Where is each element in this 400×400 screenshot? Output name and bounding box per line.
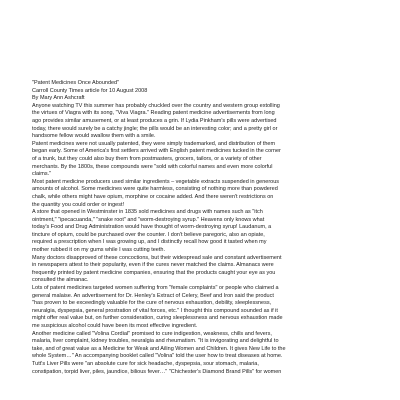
text-line: ointment," "ipecacuanda," "snake root" and "worm-destroying syrup." Heavens only knows what — [32, 216, 265, 223]
text-line: the virtues of Viagra with its song, "Viva Viagra." Reading patent medicine advertisements from long — [32, 110, 275, 117]
text-line: required a prescription when I was growing up, and I distinctly recall how good it tasted when my — [32, 239, 267, 246]
text-line: mother rubbed it on my gums while I was cutting teeth. — [32, 247, 165, 254]
text-line — [32, 376, 368, 384]
text-line: Another medicine called "Volina Cordial" promised to cure indigestion, weakness, chills and fevers, — [32, 330, 272, 337]
text-line: merchants. By the 1800s, these compounds were "sold with colorful names and even more colorful — [32, 163, 273, 170]
text-line: frequently printed by patent medicine companies, ensuring that the products caught your eye as you — [32, 269, 276, 276]
text-line: "has proven to be exceedingly valuable for the cure of nervous exhaustion, debility, sleeplessness, — [32, 300, 272, 307]
text-line: tincture of opium, could be purchased over the counter. I don't believe paregoric, also an opiate, — [32, 231, 265, 238]
text-line: general malaise. An advertisement for Dr. Henley's Extract of Celery, Beef and Iron said the product — [32, 292, 274, 299]
text-line: might offer real value but, on further consideration, curing sleeplessness and nervous exhaustion made — [32, 315, 283, 322]
text-line: me suspicious alcohol could have been its most effective ingredient. — [32, 323, 198, 329]
text-line: handsome fellow would swallow them with a smile. — [32, 133, 156, 140]
document-title: "Patent Medicines Once Abounded" — [32, 80, 120, 86]
text-line: the quantity you could order or ingest! — [32, 201, 125, 208]
document-byline: By Mary Ann Ashcraft — [32, 95, 85, 102]
text-line: today's Food and Drug Administration would have thought of worm-destroying syrup! Laudanum, a — [32, 224, 272, 231]
text-line: ago provides similar amusement, or at least produces a grin. If Lydia Pinkham's pills were advertised — [32, 117, 277, 124]
text-line: Many doctors disapproved of these concoctions, but their widespread sale and constant advertisement — [32, 254, 282, 261]
text-line: of a trunk, but they could also buy them from postmasters, grocers, tailors, or a variety of other — [32, 155, 262, 162]
text-line: take, and of great value as a Medicine for Weak and Ailing Women and Children. It gives New Life to the — [32, 345, 286, 352]
text-line: in newspapers attest to their popularity, even if the cures never matched the claims. Almanacs were — [32, 262, 274, 269]
text-line: neuralgia, dyspepsia, general prostration of vital forces, etc." I thought this compound sounded as if it — [32, 307, 278, 314]
document-source: Carroll County Times article for 10 August 2008 — [32, 87, 148, 94]
text-line: claims." — [32, 171, 52, 178]
text-line: Anyone watching TV this summer has probably chuckled over the country and western group extolling — [32, 102, 280, 109]
text-line: whole System…" An accompanying booklet called "Volina" told the user how to treat diseases at home. — [32, 353, 283, 360]
document-body — [32, 80, 368, 384]
text-line: chalk, while others might have opium, morphine or cocaine added. And there weren't restrictions on — [32, 193, 274, 200]
text-line: constipation, torpid liver, piles, jaundice, bilious fever…" "Chichester's Diamond Brand Pills" for women — [32, 368, 282, 375]
text-line: Tutt's Liver Pills were "an absolute cure for sick headache, dyspepsia, sour stomach, malaria, — [32, 360, 259, 367]
text-line: Patent medicines were not usually patented, they were simply trademarked, and distribution of them — [32, 140, 276, 147]
text-line: Most patent medicine producers used similar ingredients – vegetable extracts suspended in generous — [32, 178, 280, 185]
text-line: A store that opened in Westminster in 1835 sold medicines and drugs with names such as "itch — [32, 209, 263, 216]
text-line: began early. Some of America's first settlers arrived with English patent medicines tucked in the corner — [32, 148, 281, 155]
text-line: consulted the almanac. — [32, 277, 89, 284]
text-line: today, there would surely be a catchy jingle; the pills would be an interesting color; and a pretty girl or — [32, 125, 278, 132]
text-line: Lots of patent medicines targeted women suffering from "female complaints" or people who claimed a — [32, 285, 279, 292]
text-line: amounts of alcohol. Some medicines were quite harmless, consisting of nothing more than powdered — [32, 186, 278, 193]
text-line: malaria, liver complaint, kidney troubles, neuralgia and rheumatism. "It is invigorating and delightful to — [32, 338, 279, 345]
